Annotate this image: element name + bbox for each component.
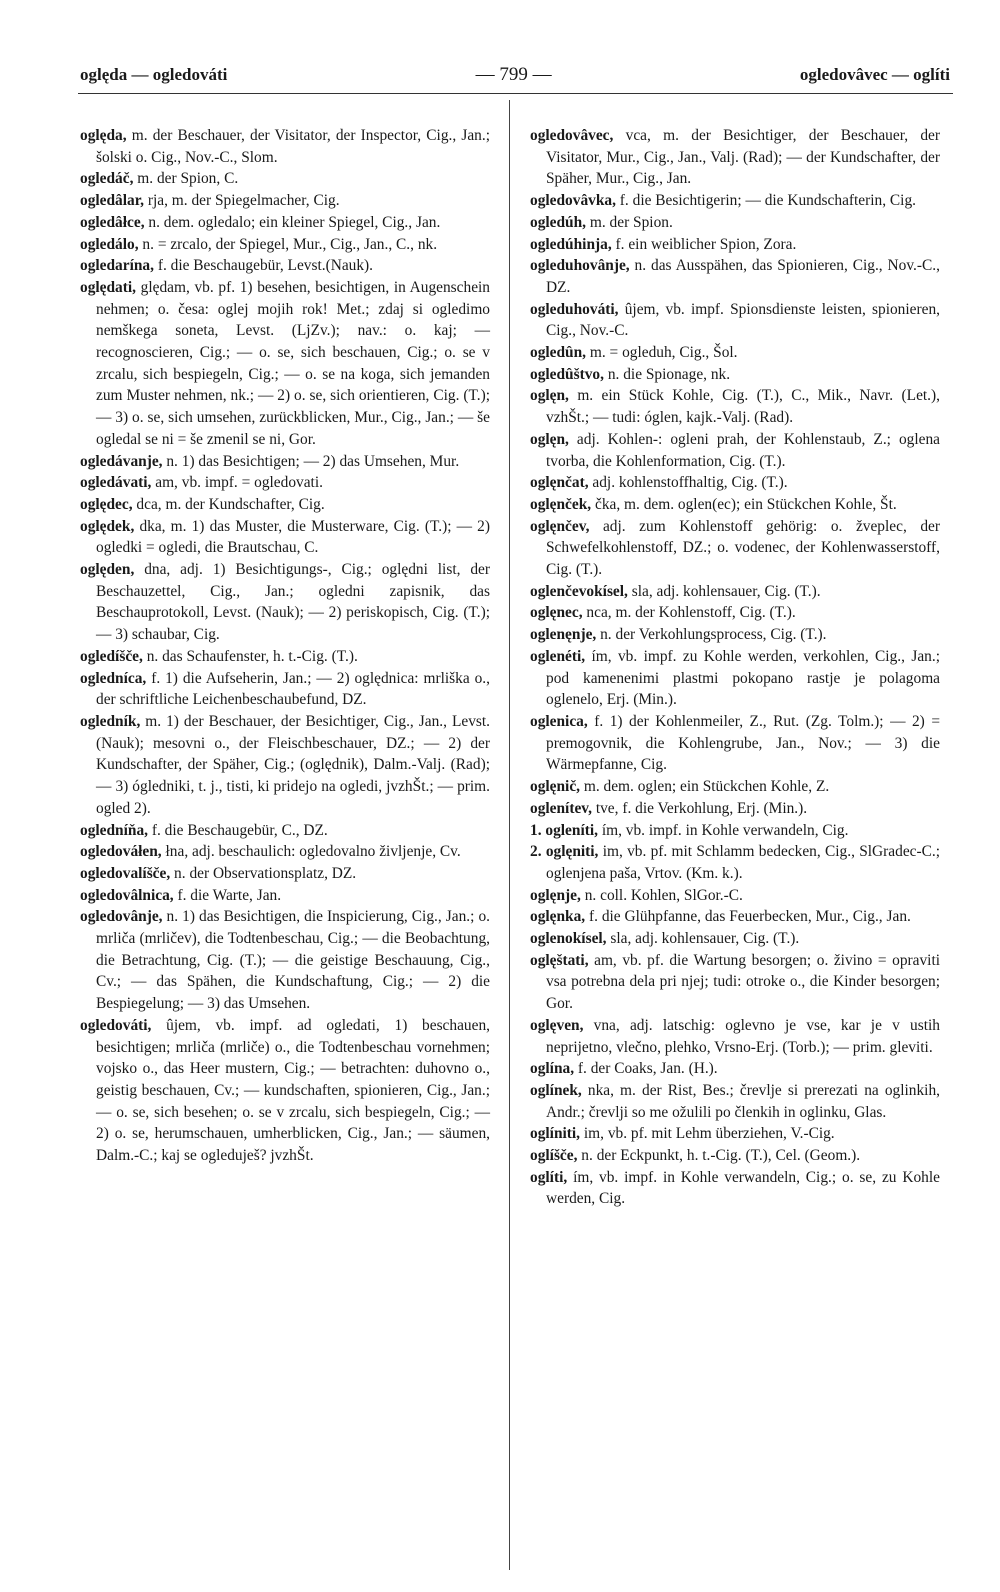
- entry-definition: f. der Coaks, Jan. (H.).: [574, 1060, 718, 1078]
- entry-definition: n. coll. Kohlen, SlGor.-C.: [580, 886, 743, 904]
- entry-definition: n. die Spionage, nk.: [603, 365, 731, 383]
- entry-definition: n. das Ausspähen, das Spionieren, Cig., Nov.-C., DZ.: [546, 257, 940, 296]
- entry-headword: ogledovânje,: [80, 908, 163, 926]
- dictionary-entry: [80, 255, 490, 277]
- entry-definition: dna, adj. 1) Besichtigungs-, Cig.; oględni list, der Beschauzettel, Cig., Jan.; ogledni zapisnik, das Beschauprotokoll, Levst. (Nauk); — 2) periskopisch, Cig. (T.); — 3) schaubar, Cig.: [96, 561, 490, 644]
- entry-definition: m. der Spion.: [586, 213, 673, 231]
- entry-definition: sla, adj. kohlensauer, Cig. (T.).: [606, 930, 800, 948]
- entry-headword: ogledûn,: [530, 344, 587, 362]
- entry-definition: im, vb. pf. mit Schlamm bedecken, Cig., SlGradec-C.; oglenjena paša, Vrtov. (Km. k.).: [546, 843, 940, 882]
- entry-definition: čka, m. dem. oglen(ec); ein Stückchen Kohle, Št.: [591, 495, 897, 513]
- entry-headword: oglenokísel,: [530, 930, 607, 948]
- entry-definition: f. die Beschaugebür, Levst.(Nauk).: [153, 257, 374, 275]
- entry-headword: oglínek,: [530, 1081, 582, 1099]
- entry-headword: oglęnčev,: [530, 517, 590, 535]
- entry-definition: n. der Verkohlungsprocess, Cig. (T.).: [596, 626, 827, 644]
- entry-headword: ogledúhinja,: [530, 235, 612, 253]
- dictionary-entry: [530, 472, 940, 494]
- dictionary-entry: [80, 646, 490, 668]
- dictionary-entry: [530, 190, 940, 212]
- entry-headword: oględen,: [80, 561, 135, 579]
- dictionary-entry: [530, 646, 940, 711]
- dictionary-entry: [530, 342, 940, 364]
- entry-headword: ogledíšče,: [80, 647, 143, 665]
- dictionary-entry: [80, 234, 490, 256]
- entry-definition: tve, f. die Verkohlung, Erj. (Min.).: [591, 799, 808, 817]
- entry-headword: ogledûštvo,: [530, 365, 604, 383]
- entry-definition: dka, m. 1) das Muster, die Musterware, Cig. (T.); — 2) ogledki = ogledi, die Brautschau, C.: [96, 517, 490, 557]
- dictionary-entry: [80, 168, 490, 190]
- entry-headword: oglíti,: [530, 1168, 568, 1186]
- entry-definition: m. dem. oglen; ein Stückchen Kohle, Z.: [580, 778, 830, 796]
- entry-definition: n. der Eckpunkt, h. t.-Cig. (T.), Cel. (Geom.).: [577, 1147, 861, 1165]
- dictionary-entry: [530, 234, 940, 256]
- entry-definition: im, vb. pf. mit Lehm überziehen, V.-Cig.: [580, 1125, 835, 1143]
- entry-definition: adj. zum Kohlenstoff gehörig: o. žveplec, der Schwefelkohlenstoff, DZ.; o. vodenec, der Kohlenwasserstoff, Cig. (T.).: [546, 517, 940, 579]
- entry-headword: 1. ogleníti,: [530, 821, 598, 839]
- entry-headword: oglenčevokísel,: [530, 582, 628, 600]
- entry-definition: n. 1) das Besichtigen, die Inspicierung, Cig., Jan.; o. mrliča (mrličev), die Todtenbeschau, Cig.; — die Beobachtung, die Betrachtung, Cig. (T.); — die geistige Beschauung, Cig., Cv.; — das Spähen, die Kundschaftung, Cig.; — 2) die Bespiegelung; — 3) das Umsehen.: [96, 908, 490, 1013]
- entry-definition: n. 1) das Besichtigen; — 2) das Umsehen, Mur.: [162, 452, 460, 470]
- dictionary-entry: [80, 212, 490, 234]
- entry-headword: oglíšče,: [530, 1147, 578, 1165]
- entry-definition: n. das Schaufenster, h. t.-Cig. (T.).: [142, 647, 358, 665]
- dictionary-entry: [80, 190, 490, 212]
- entry-headword: ogleduhovânje,: [530, 257, 630, 275]
- dictionary-entry: [530, 494, 940, 516]
- entry-headword: ogledúh,: [530, 213, 587, 231]
- entry-headword: ogledálo,: [80, 235, 139, 253]
- column-divider: [509, 100, 510, 1570]
- dictionary-entry: [80, 841, 490, 863]
- entry-definition: m. 1) der Beschauer, der Besichtiger, Cig., Jan., Levst. (Nauk); mesovni o., der Fleischbeschauer, DZ.; — 2) der Kundschafter, der Späher, Cig.; (oględnik), Dalm.-Valj. (Rad); — 3) ógledniki, t. j., tisti, ki pridejo na ogledi, jvzhŠt.; — prim. ogled 2).: [96, 712, 490, 817]
- dictionary-entry: [530, 1015, 940, 1058]
- dictionary-entry: [80, 820, 490, 842]
- entry-definition: ím, vb. impf. in Kohle verwandeln, Cig.: [597, 821, 849, 839]
- dictionary-entry: [80, 559, 490, 646]
- entry-definition: ím, vb. impf. in Kohle verwandeln, Cig.; o. se, zu Kohle werden, Cig.: [546, 1168, 940, 1208]
- entry-headword: oglíniti,: [530, 1125, 581, 1143]
- dictionary-entry: [530, 906, 940, 928]
- dictionary-entry: [80, 863, 490, 885]
- entry-definition: dca, m. der Kundschafter, Cig.: [132, 495, 325, 513]
- dictionary-entry: [80, 125, 490, 168]
- dictionary-entry: [530, 516, 940, 581]
- entry-headword: ogledovalíšče,: [80, 864, 171, 882]
- entry-definition: f. die Beschaugebür, C., DZ.: [148, 821, 328, 839]
- entry-headword: ogledník,: [80, 712, 141, 730]
- page-header: [80, 60, 950, 90]
- dictionary-entry: [530, 1167, 940, 1210]
- dictionary-entry: [80, 668, 490, 711]
- entry-headword: 2. oglęniti,: [530, 843, 599, 861]
- entry-headword: ogleduhováti,: [530, 300, 619, 318]
- entry-headword: ogledníňa,: [80, 821, 148, 839]
- entry-headword: oglenica,: [530, 712, 588, 730]
- dictionary-entry: [530, 1123, 940, 1145]
- dictionary-entry: [530, 1080, 940, 1123]
- left-column: [80, 125, 490, 1167]
- dictionary-entry: [530, 581, 940, 603]
- entry-definition: n. = zrcalo, der Spiegel, Mur., Cig., Jan., C., nk.: [138, 235, 438, 253]
- entry-headword: ogledovâvka,: [530, 192, 616, 210]
- entry-definition: ûjem, vb. impf. ad ogledati, 1) beschauen, besichtigen; mrliča (mrliče) o., die Todtenbeschau vornehmen; vojsko o., das Heer mustern, Cig.; — betrachten: duhovno o., geistig beschauen, Cv.; — kundschaften, spionieren, Cig., Jan.; — o. se, sich besehen; o. se v zrcalu, sich bespiegeln, Cig.; — 2) o. se, herumschauen, umherblicken, Cig., Jan.; — säumen, Dalm.-C.; kaj se ogleduješ? jvzhŠt.: [96, 1016, 490, 1165]
- entry-headword: oglenęnje,: [530, 626, 597, 644]
- entry-headword: ogledávati,: [80, 474, 152, 492]
- entry-headword: oglęnček,: [530, 495, 592, 513]
- entry-definition: m. = ogleduh, Cig., Šol.: [586, 344, 738, 362]
- entry-definition: łna, adj. beschaulich: ogledovalno življenje, Cv.: [161, 843, 461, 861]
- entry-headword: oglęnič,: [530, 778, 581, 796]
- header-left-range: oględa — ogledováti: [80, 65, 228, 84]
- entry-definition: n. der Observationsplatz, DZ.: [170, 864, 357, 882]
- entry-headword: ogledâłce,: [80, 213, 145, 231]
- dictionary-entry: [80, 1015, 490, 1167]
- entry-definition: n. dem. ogledalo; ein kleiner Spiegel, Cig., Jan.: [144, 213, 441, 231]
- dictionary-entry: [530, 385, 940, 428]
- dictionary-entry: [530, 429, 940, 472]
- dictionary-entry: [530, 255, 940, 298]
- dictionary-entry: [530, 841, 940, 884]
- entry-headword: ogledávanje,: [80, 452, 163, 470]
- dictionary-entry: [530, 299, 940, 342]
- entry-headword: oglęnka,: [530, 908, 586, 926]
- entry-definition: nca, m. der Kohlenstoff, Cig. (T.).: [582, 604, 796, 622]
- entry-definition: nka, m. der Rist, Bes.; črevlje si prerezati na oglinkih, Andr.; črevlji so me ožulili po členkih in oglinku, Glas.: [546, 1081, 940, 1121]
- dictionary-entry: [80, 906, 490, 1015]
- dictionary-entry: [530, 364, 940, 386]
- header-right-range: ogledovâvec — oglíti: [799, 65, 950, 84]
- entry-definition: adj. kohlenstoffhaltig, Cig. (T.).: [588, 474, 788, 492]
- entry-headword: oglęštati,: [530, 951, 589, 969]
- entry-headword: oglína,: [530, 1060, 575, 1078]
- dictionary-entry: [80, 472, 490, 494]
- entry-definition: ûjem, vb. impf. Spionsdienste leisten, spionieren, Cig., Nov.-C.: [546, 300, 940, 340]
- entry-headword: oglęnec,: [530, 604, 583, 622]
- entry-headword: ogledovâvec,: [530, 127, 614, 144]
- header-rule: [78, 93, 953, 94]
- dictionary-entry: [530, 711, 940, 776]
- dictionary-entry: [80, 516, 490, 559]
- entry-definition: f. die Warte, Jan.: [173, 886, 282, 904]
- dictionary-entry: [530, 624, 940, 646]
- entry-headword: oględek,: [80, 517, 135, 535]
- entry-definition: am, vb. pf. die Wartung besorgen; o. živino = opraviti vsa potrebna dela pri njej; tudi: otroke o., die Kinder besorgen; Gor.: [546, 951, 940, 1013]
- dictionary-entry: [530, 212, 940, 234]
- entry-definition: m. ein Stück Kohle, Cig. (T.), C., Mik., Navr. (Let.), vzhŠt.; — tudi: óglen, kajk.-Valj. (Rad).: [546, 387, 940, 427]
- dictionary-entry: [530, 602, 940, 624]
- entry-headword: oglęnje,: [530, 886, 581, 904]
- entry-headword: ogledarína,: [80, 257, 154, 275]
- entry-definition: sla, adj. kohlensauer, Cig. (T.).: [627, 582, 821, 600]
- entry-headword: oglęven,: [530, 1016, 584, 1034]
- entry-definition: ím, vb. impf. zu Kohle werden, verkohlen, Cig., Jan.; pod kamenenimi plastmi pokopano rastje je polagoma oglenelo, Erj. (Min.).: [546, 647, 940, 709]
- entry-headword: ogledâlar,: [80, 192, 144, 210]
- entry-headword: oględec,: [80, 495, 133, 513]
- dictionary-entry: [530, 820, 940, 842]
- right-column: [530, 125, 940, 1210]
- dictionary-entry: [530, 1058, 940, 1080]
- dictionary-entry: [530, 776, 940, 798]
- entry-definition: adj. Kohlen-: ogleni prah, der Kohlenstaub, Z.; oglena tvorba, die Kohlenformation, Cig. (T.).: [546, 430, 940, 470]
- page-number: — 799 —: [475, 64, 552, 85]
- entry-definition: f. die Glühpfanne, das Feuerbecken, Mur., Cig., Jan.: [585, 908, 911, 926]
- entry-headword: ogledováti,: [80, 1016, 152, 1034]
- dictionary-entry: [530, 950, 940, 1015]
- entry-headword: oglęn,: [530, 430, 569, 448]
- dictionary-entry: [80, 277, 490, 451]
- dictionary-entry: [530, 798, 940, 820]
- entry-headword: oglenítev,: [530, 799, 592, 817]
- entry-headword: oglęnčat,: [530, 474, 589, 492]
- dictionary-entry: [80, 711, 490, 820]
- entry-headword: oglęn,: [530, 387, 569, 405]
- entry-headword: ogledovâlnica,: [80, 886, 174, 904]
- entry-definition: ględam, vb. pf. 1) besehen, besichtigen, in Augenschein nehmen; o. česa: oglej mojih rok! Met.; zdaj si ogledimo nemškega soneta, Levst. (LjZv.); nav.: o. kaj; — recognoscieren, Cig.; — o. se, sich beschauen, Cig.; o. se v zrcalu, sich bespiegeln, Cig.; — o. se na koga, sich jemanden zum Muster nehmen, nk.; — 2) o. se, sich orientieren, Cig. (T.); — 3) o. se, sich umsehen, zurückblicken, Mur., Cig., Jan.; — še ogledal se ni = še zmenil se ni, Gor.: [96, 278, 490, 448]
- entry-headword: oględati,: [80, 278, 137, 296]
- entry-definition: m. der Spion, C.: [133, 170, 239, 188]
- dictionary-entry: [530, 928, 940, 950]
- entry-definition: f. 1) die Aufseherin, Jan.; — 2) oględnica: mrliška o., der schriftliche Leichenbeschaubefund, DZ.: [96, 669, 490, 709]
- dictionary-entry: [80, 494, 490, 516]
- entry-headword: ogledníca,: [80, 669, 147, 687]
- entry-definition: vna, adj. latschig: oglevno je vse, kar je v ustih neprijetno, vlečno, plehko, Vrsno-Erj. (Torb.); — prim. gleviti.: [546, 1016, 940, 1056]
- entry-definition: f. ein weiblicher Spion, Zora.: [611, 235, 797, 253]
- entry-headword: oglenéti,: [530, 647, 586, 665]
- entry-headword: ogledováłen,: [80, 843, 162, 861]
- entry-definition: vca, m. der Besichtiger, der Beschauer, der Visitator, Mur., Cig., Jan., Valj. (Rad); — der Kundschafter, der Späher, Mur., Cig., Jan.: [546, 127, 940, 188]
- entry-definition: rja, m. der Spiegelmacher, Cig.: [144, 192, 340, 210]
- dictionary-entry: [80, 885, 490, 907]
- entry-definition: m. der Beschauer, der Visitator, der Inspector, Cig., Jan.; šolski o. Cig., Nov.-C., Slom.: [96, 127, 490, 166]
- dictionary-entry: [530, 125, 940, 190]
- dictionary-entry: [530, 885, 940, 907]
- entry-headword: ogledáč,: [80, 170, 134, 188]
- entry-definition: am, vb. impf. = ogledovati.: [151, 474, 323, 492]
- entry-definition: f. die Besichtigerin; — die Kundschafterin, Cig.: [615, 192, 917, 210]
- entry-headword: oględa,: [80, 127, 127, 144]
- dictionary-entry: [530, 1145, 940, 1167]
- entry-definition: f. 1) der Kohlenmeiler, Z., Rut. (Zg. Tolm.); — 2) = premogovnik, die Kohlengrube, Jan., Nov.; — 3) die Wärmepfanne, Cig.: [546, 712, 940, 774]
- dictionary-entry: [80, 451, 490, 473]
